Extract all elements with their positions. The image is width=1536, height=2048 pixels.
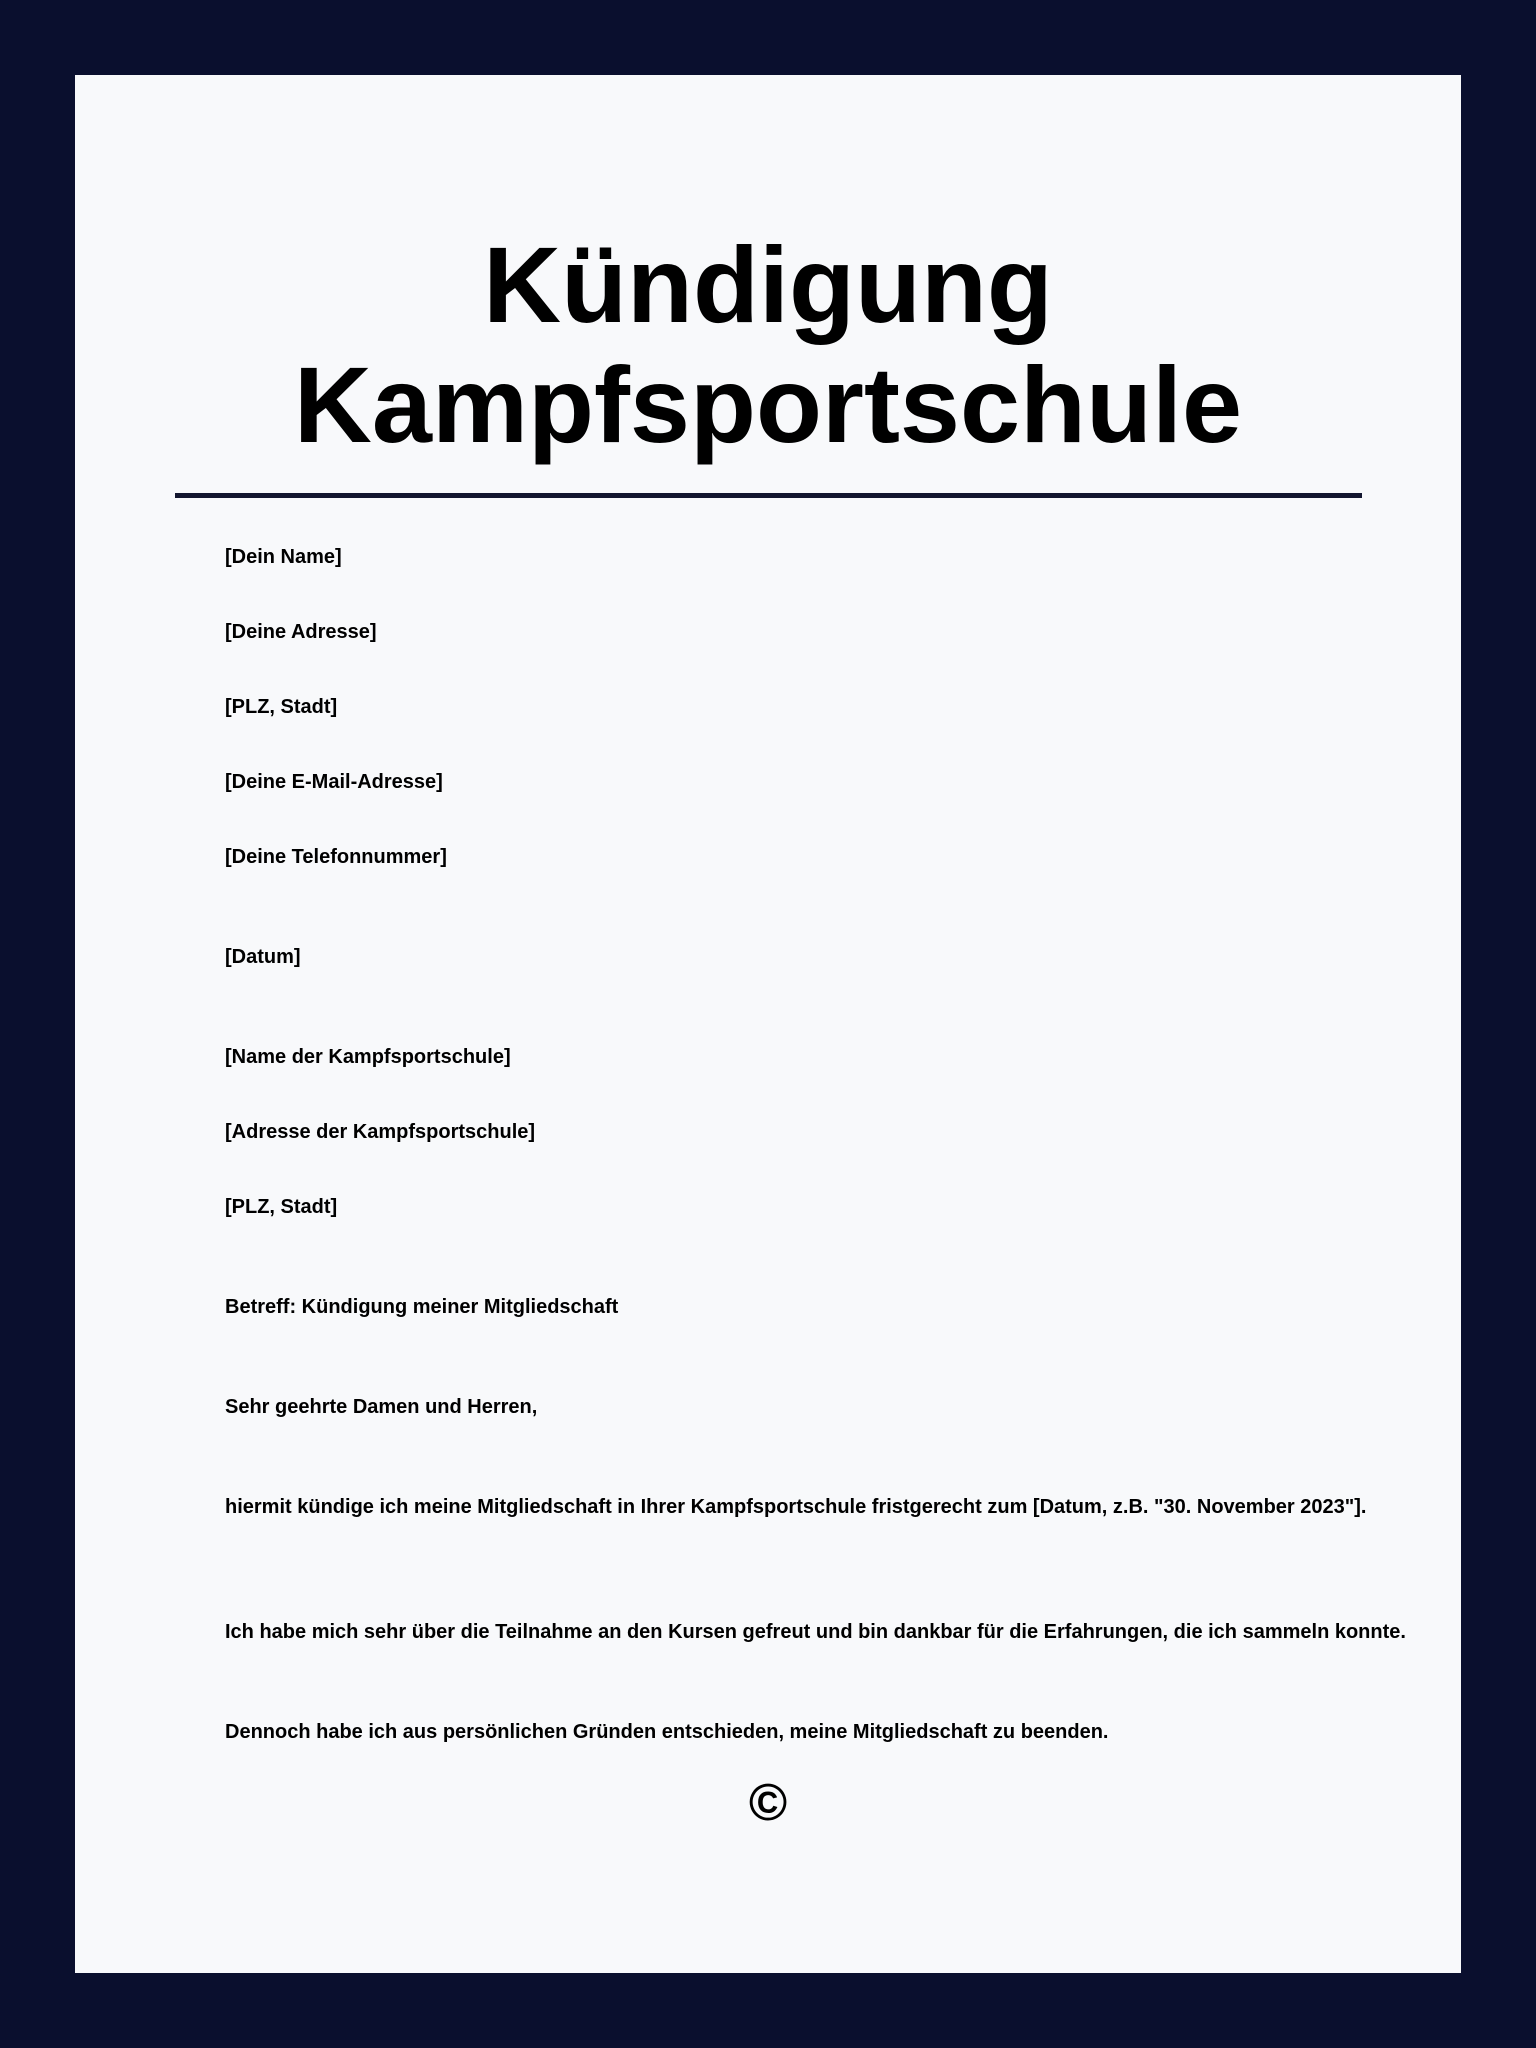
- letter-page: [75, 75, 1461, 1973]
- letter-salutation: Sehr geehrte Damen und Herren,: [225, 1396, 538, 1418]
- recipient-city: [PLZ, Stadt]: [225, 1196, 338, 1218]
- recipient-address: [Adresse der Kampfsportschule]: [225, 1121, 536, 1143]
- recipient-name: [Name der Kampfsportschule]: [225, 1046, 511, 1068]
- copyright-icon: ©: [748, 1774, 788, 1832]
- title-divider: [175, 493, 1362, 498]
- sender-phone: [Deine Telefonnummer]: [225, 846, 447, 868]
- body-paragraph-2: Ich habe mich sehr über die Teilnahme an den Kursen gefreut und bin dankbar für die Erfahrungen, die ich sammeln konnte.: [225, 1621, 1406, 1643]
- body-paragraph-1: hiermit kündige ich meine Mitgliedschaft in Ihrer Kampfsportschule fristgerecht zum [Datum, z.B. "30. November 2023"].: [225, 1496, 1367, 1518]
- sender-email: [Deine E-Mail-Adresse]: [225, 771, 443, 793]
- body-paragraph-3: Dennoch habe ich aus persönlichen Gründen entschieden, meine Mitgliedschaft zu beenden.: [225, 1721, 1109, 1743]
- title-line-1: Kündigung: [483, 224, 1053, 345]
- letter-date: [Datum]: [225, 946, 301, 968]
- sender-name: [Dein Name]: [225, 546, 342, 568]
- page-title: [75, 225, 1461, 465]
- title-line-2: Kampfsportschule: [293, 344, 1243, 465]
- sender-address: [Deine Adresse]: [225, 621, 377, 643]
- letter-subject: Betreff: Kündigung meiner Mitgliedschaft: [225, 1296, 619, 1318]
- sender-city: [PLZ, Stadt]: [225, 696, 338, 718]
